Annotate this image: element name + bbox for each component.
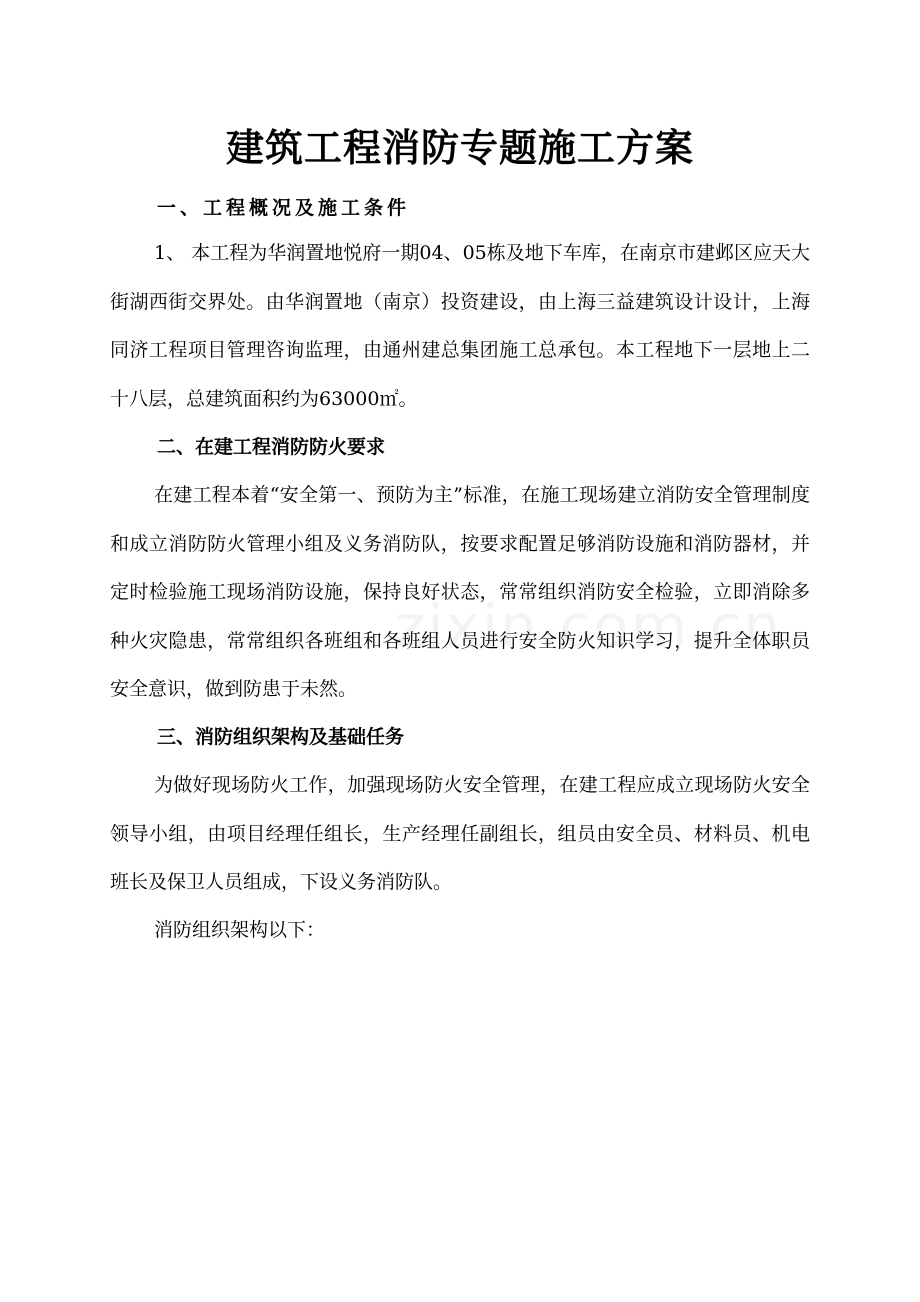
section-heading-fire-requirements: 二、在建工程消防防火要求 <box>157 436 386 458</box>
paragraph-organization-closing: 消防组织架构以下： <box>154 919 326 941</box>
watermark-text <box>395 592 782 660</box>
document-title: 建筑工程消防专题施工方案 <box>225 126 694 170</box>
paragraph-organization: 为做好现场防火工作，加强现场防火安全管理，在建工程应成立现场防火安全领导小组，由项目经理任组长，生产经理任副组长，组员由安全员、材料员、机电班长及保卫人员组成，下设义务消防队。 <box>110 774 810 893</box>
section-heading-overview: 一、工程概况及施工条件 <box>157 197 411 219</box>
paragraph-fire-requirements: 在建工程本着“安全第一、预防为主”标准，在施工现场建立消防安全管理制度和成立消防防火管理小组及义务消防队，按要求配置足够消防设施和消防器材，并定时检验施工现场消防设施，保持良好状态，常常组织消防安全检验，立即消除多种火灾隐患，常常组织各班组和各班组人员进行安全防火知识学习，提升全体职员安全意识，做到防患于未然。 <box>110 484 810 700</box>
paragraph-overview: 1、 本工程为华润置地悦府一期04、05栋及地下车库，在南京市建邺区应天大街湖西街交界处。由华润置地（南京）投资建设，由上海三益建筑设计设计，上海同济工程项目管理咨询监理，由通州建总集团施工总承包。本工程地下一层地上二十八层，总建筑面积约为63000㎡。 <box>110 242 810 410</box>
section-heading-organization: 三、消防组织架构及基础任务 <box>157 726 405 748</box>
